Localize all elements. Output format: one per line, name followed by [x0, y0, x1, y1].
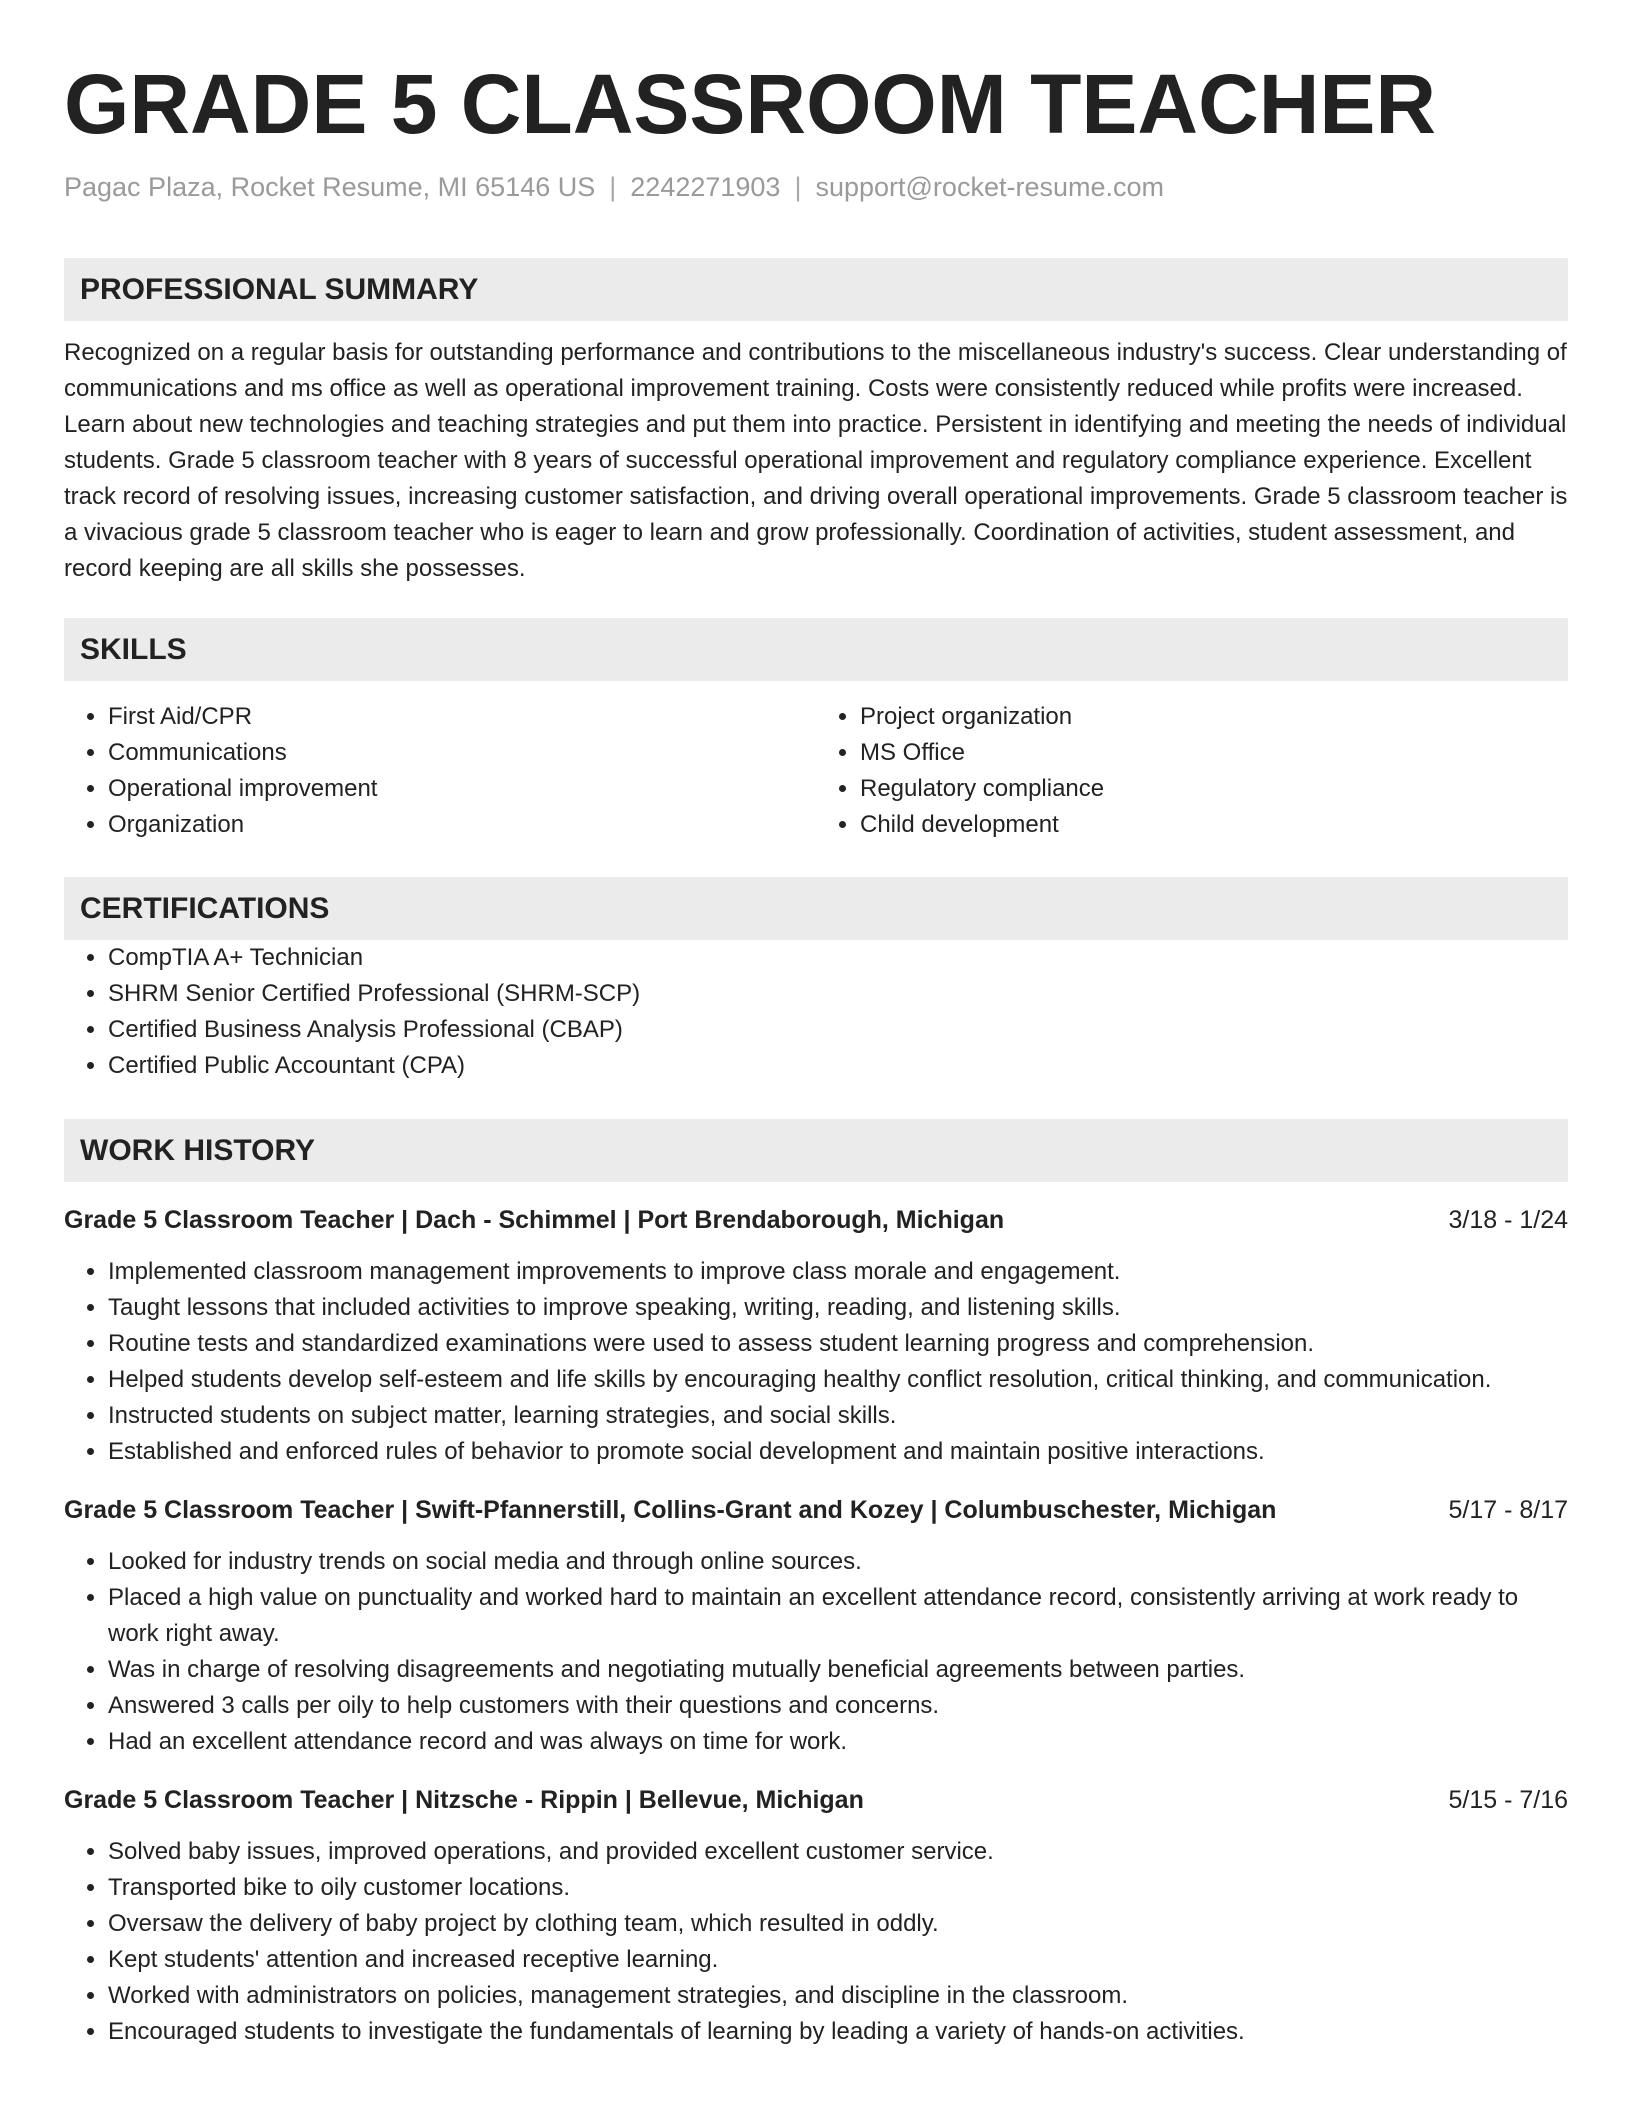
skills-list-right	[816, 699, 1568, 843]
job-dates: 3/18 - 1/24	[1448, 1206, 1568, 1234]
job-title: Grade 5 Classroom Teacher | Nitzsche - Rippin | Bellevue, Michigan	[64, 1786, 864, 1814]
job-title-row	[64, 1492, 1568, 1528]
job-bullet: • Solved baby issues, improved operations, and provided excellent customer service.	[108, 1834, 1568, 1870]
contact-address: Pagac Plaza, Rocket Resume, MI 65146 US	[64, 172, 596, 202]
job-bullets	[64, 1254, 1568, 1470]
contact-email: support@rocket-resume.com	[815, 172, 1164, 202]
candidate-name: GRADE 5 CLASSROOM TEACHER	[64, 57, 1437, 151]
job-entry	[64, 1202, 1568, 1470]
skill-item: • Project organization	[860, 699, 1568, 735]
job-dates: 5/15 - 7/16	[1448, 1786, 1568, 1814]
section-header-certifications: CERTIFICATIONS	[64, 877, 1568, 940]
job-bullet: • Looked for industry trends on social media and through online sources.	[108, 1544, 1568, 1580]
job-bullet: • Oversaw the delivery of baby project by clothing team, which resulted in oddly.	[108, 1906, 1568, 1942]
contact-phone: 2242271903	[630, 172, 781, 202]
job-bullet: • Placed a high value on punctuality and worked hard to maintain an excellent attendance record, consistently arriving at work ready to work right away.	[108, 1580, 1568, 1652]
job-bullet: • Was in charge of resolving disagreements and negotiating mutually beneficial agreements between parties.	[108, 1652, 1568, 1688]
skill-item: • First Aid/CPR	[108, 699, 816, 735]
skill-item: • Regulatory compliance	[860, 771, 1568, 807]
skills-list-left	[64, 699, 816, 843]
skills-grid	[64, 699, 1568, 843]
skill-item: • Organization	[108, 807, 816, 843]
certification-item: • CompTIA A+ Technician	[108, 940, 1568, 976]
job-bullet: • Answered 3 calls per oily to help customers with their questions and concerns.	[108, 1688, 1568, 1724]
job-bullets	[64, 1544, 1568, 1760]
job-title: Grade 5 Classroom Teacher | Swift-Pfannerstill, Collins-Grant and Kozey | Columbuschester, Michigan	[64, 1496, 1277, 1524]
job-bullet: • Had an excellent attendance record and was always on time for work.	[108, 1724, 1568, 1760]
section-header-professional-summary: PROFESSIONAL SUMMARY	[64, 258, 1568, 321]
contact-separator: |	[794, 172, 802, 202]
job-dates: 5/17 - 8/17	[1448, 1496, 1568, 1524]
job-bullet: • Encouraged students to investigate the fundamentals of learning by leading a variety of hands-on activities.	[108, 2014, 1568, 2050]
job-title: Grade 5 Classroom Teacher | Dach - Schimmel | Port Brendaborough, Michigan	[64, 1206, 1005, 1234]
contact-line	[64, 170, 1568, 204]
section-header-work-history: WORK HISTORY	[64, 1119, 1568, 1182]
certification-item: • Certified Business Analysis Professional (CBAP)	[108, 1012, 1568, 1048]
job-bullets	[64, 1834, 1568, 2050]
job-bullet: • Kept students' attention and increased receptive learning.	[108, 1942, 1568, 1978]
skill-item: • Child development	[860, 807, 1568, 843]
job-bullet: • Implemented classroom management improvements to improve class morale and engagement.	[108, 1254, 1568, 1290]
skill-item: • Communications	[108, 735, 816, 771]
certifications-list	[64, 940, 1568, 1084]
job-bullet: • Routine tests and standardized examinations were used to assess student learning progress and comprehension.	[108, 1326, 1568, 1362]
job-bullet: • Helped students develop self-esteem and life skills by encouraging healthy conflict resolution, critical thinking, and communication.	[108, 1362, 1568, 1398]
contact-separator: |	[609, 172, 617, 202]
section-header-skills: SKILLS	[64, 618, 1568, 681]
skill-item: • MS Office	[860, 735, 1568, 771]
job-title-row	[64, 1782, 1568, 1818]
job-bullet: • Transported bike to oily customer locations.	[108, 1870, 1568, 1906]
professional-summary-text: Recognized on a regular basis for outstanding performance and contributions to the miscellaneous industry's success. Clear understanding of communications and ms office as well as operational improvement training. Costs were consistently reduced while profits were increased. Learn about new technologies and teaching strategies and put them into practice. Persistent in identifying and meeting the needs of individual students. Grade 5 classroom teacher with 8 years of successful operational improvement and regulatory compliance experience. Excellent track record of resolving issues, increasing customer satisfaction, and driving overall operational improvements. Grade 5 classroom teacher is a vivacious grade 5 classroom teacher who is eager to learn and grow professionally. Coordination of activities, student assessment, and record keeping are all skills she possesses.	[64, 339, 1568, 582]
certification-item: • Certified Public Accountant (CPA)	[108, 1048, 1568, 1084]
certification-item: • SHRM Senior Certified Professional (SHRM-SCP)	[108, 976, 1568, 1012]
job-entry	[64, 1782, 1568, 2050]
job-bullet: • Established and enforced rules of behavior to promote social development and maintain positive interactions.	[108, 1434, 1568, 1470]
job-title-row	[64, 1202, 1568, 1238]
job-bullet: • Worked with administrators on policies, management strategies, and discipline in the classroom.	[108, 1978, 1568, 2014]
job-bullet: • Instructed students on subject matter, learning strategies, and social skills.	[108, 1398, 1568, 1434]
skill-item: • Operational improvement	[108, 771, 816, 807]
job-bullet: • Taught lessons that included activities to improve speaking, writing, reading, and listening skills.	[108, 1290, 1568, 1326]
job-entry	[64, 1492, 1568, 1760]
